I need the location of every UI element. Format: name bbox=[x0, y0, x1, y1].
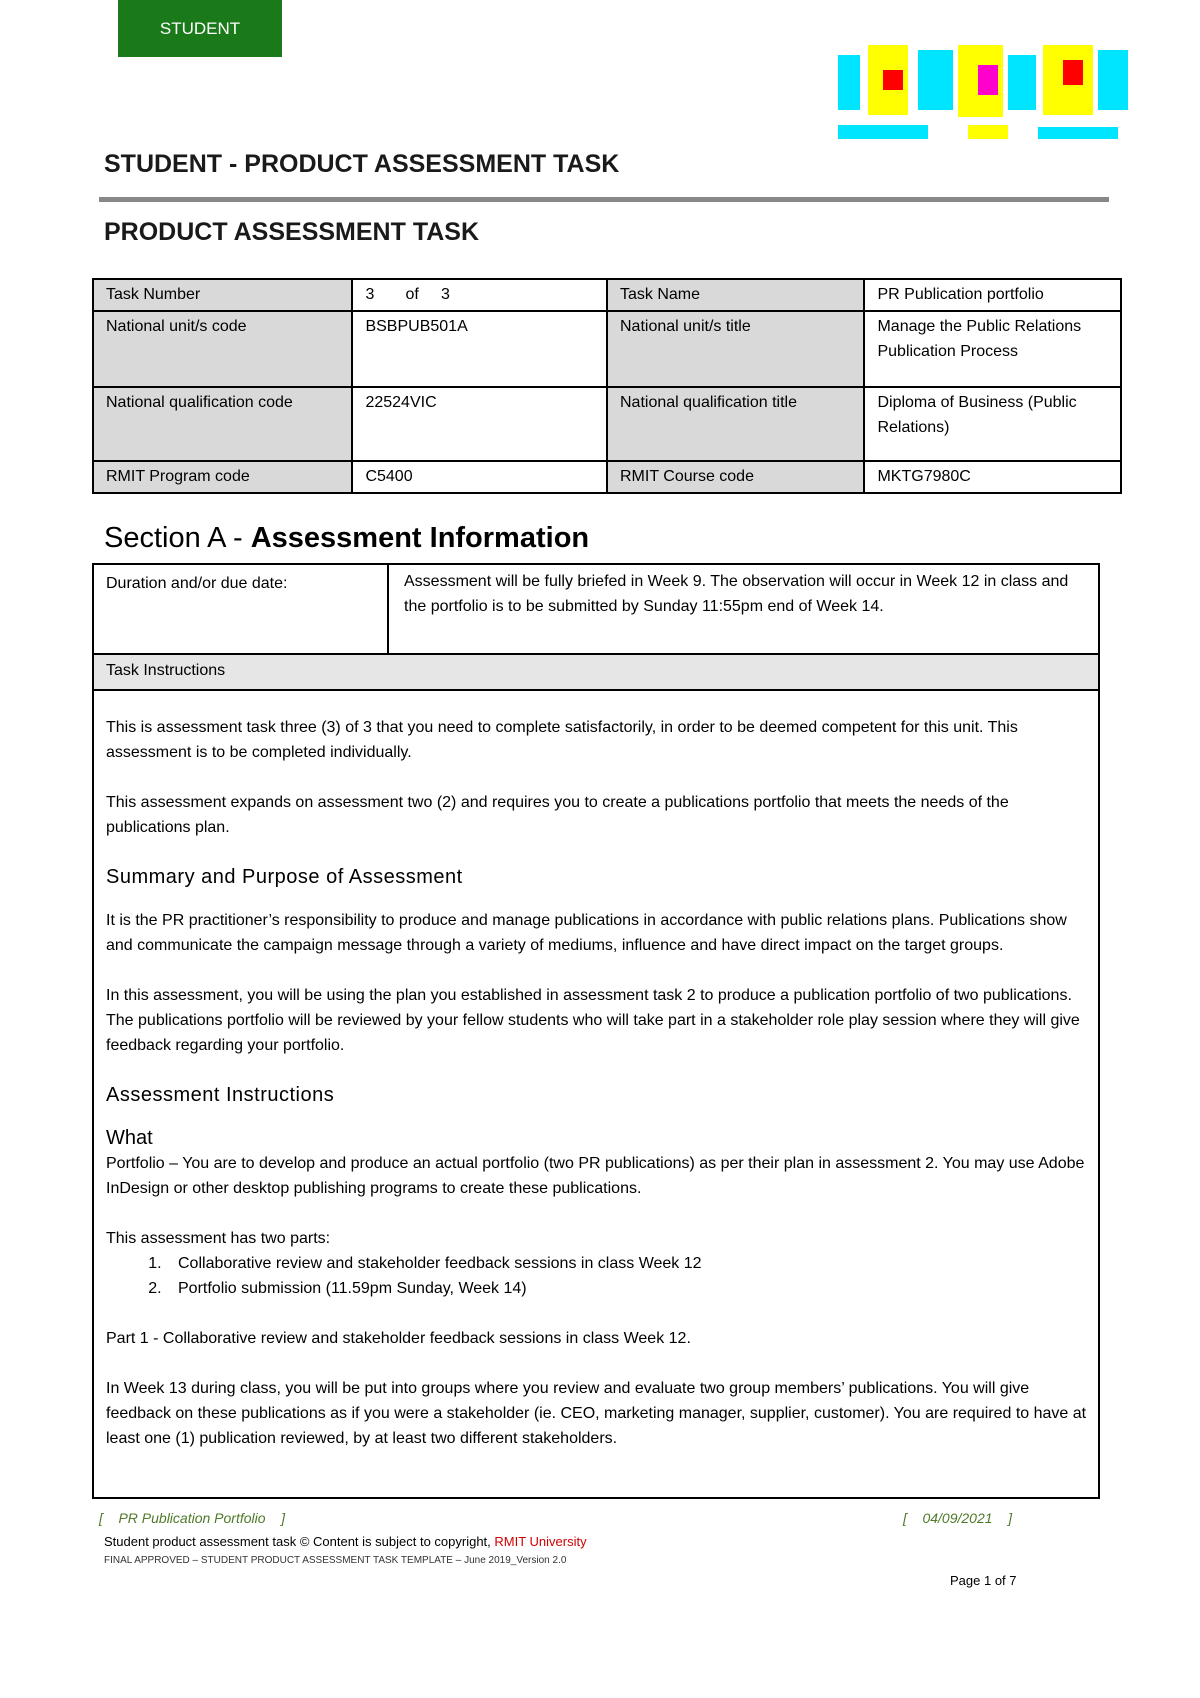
rmit-logo-icon bbox=[838, 45, 1138, 155]
table-row bbox=[93, 279, 1121, 311]
part-1-paragraph: In Week 13 during class, you will be put into groups where you review and evaluate two group members’ publications. You will give feedback on these publications as if you were a stakeholder (ie. CEO, marketing manager, supplier, customer). You are required to have at least one (1) publication reviewed, by at least two different stakeholders. bbox=[106, 1380, 1087, 1447]
parts-intro: This assessment has two parts: bbox=[106, 1230, 331, 1247]
rmit-university-text: RMIT University bbox=[494, 1534, 587, 1549]
task-details-table bbox=[92, 278, 1122, 494]
footer-copyright bbox=[104, 1534, 587, 1549]
unit-title-label: National unit/s title bbox=[607, 311, 864, 387]
document-title: STUDENT - PRODUCT ASSESSMENT TASK bbox=[104, 150, 620, 178]
assessment-info-box bbox=[92, 563, 1100, 1499]
footer-document-name: [ PR Publication Portfolio ] bbox=[99, 1510, 285, 1526]
section-title: PRODUCT ASSESSMENT TASK bbox=[104, 218, 480, 246]
table-row bbox=[93, 461, 1121, 493]
unit-code-value: BSBPUB501A bbox=[352, 311, 607, 387]
list-item: 2. Portfolio submission (11.59pm Sunday, Week 14) bbox=[166, 1276, 1091, 1301]
summary-heading: Summary and Purpose of Assessment bbox=[106, 866, 463, 888]
program-code-value: C5400 bbox=[352, 461, 607, 493]
task-name-value: PR Publication portfolio bbox=[864, 279, 1121, 311]
task-name-label: Task Name bbox=[607, 279, 864, 311]
due-date-label: Duration and/or due date: bbox=[94, 565, 389, 653]
qual-title-value: Diploma of Business (Public Relations) bbox=[864, 387, 1121, 461]
task-number-label: Task Number bbox=[93, 279, 352, 311]
task-instructions-body bbox=[106, 715, 1091, 1476]
task-instructions-header: Task Instructions bbox=[94, 653, 1098, 691]
intro-paragraph: This is assessment task three (3) of 3 that you need to complete satisfactorily, in order to be deemed competent for this unit. This assessment is to be completed individually. bbox=[106, 719, 1018, 761]
program-code-label: RMIT Program code bbox=[93, 461, 352, 493]
course-code-value: MKTG7980C bbox=[864, 461, 1121, 493]
summary-paragraph-2: In this assessment, you will be using the plan you established in assessment task 2 to produce a publication portfolio of two publications. The publications portfolio will be reviewed by your fellow students who will take part in a stakeholder role play session where they will give feedback regarding your portfolio. bbox=[106, 987, 1080, 1054]
copyright-text: Student product assessment task © Content is subject to copyright, bbox=[104, 1534, 495, 1549]
list-item: 1. Collaborative review and stakeholder feedback sessions in class Week 12 bbox=[166, 1251, 1091, 1276]
course-code-label: RMIT Course code bbox=[607, 461, 864, 493]
footer-template-version: FINAL APPROVED – STUDENT PRODUCT ASSESSMENT TASK TEMPLATE – June 2019_Version 2.0 bbox=[104, 1555, 567, 1566]
qual-code-label: National qualification code bbox=[93, 387, 352, 461]
summary-paragraph-1: It is the PR practitioner’s responsibility to produce and manage publications in accordance with public relations plans. Publications show and communicate the campaign message through a variety of mediums, influence and have direct impact on the target groups. bbox=[106, 912, 1067, 954]
expands-paragraph: This assessment expands on assessment two (2) and requires you to create a publications portfolio that meets the needs of the publications plan. bbox=[106, 794, 1009, 836]
qual-title-label: National qualification title bbox=[607, 387, 864, 461]
task-number-value: 3 of 3 bbox=[352, 279, 607, 311]
footer-date: [ 04/09/2021 ] bbox=[903, 1510, 1012, 1526]
portfolio-paragraph: Portfolio – You are to develop and produce an actual portfolio (two PR publications) as per their plan in assessment 2. You may use Adobe InDesign or other desktop publishing programs to create these publications. bbox=[106, 1155, 1085, 1197]
table-row bbox=[93, 387, 1121, 461]
student-badge: STUDENT bbox=[118, 0, 282, 57]
title-divider bbox=[99, 197, 1109, 202]
unit-title-value: Manage the Public Relations Publication Process bbox=[864, 311, 1121, 387]
qual-code-value: 22524VIC bbox=[352, 387, 607, 461]
part-1-heading: Part 1 - Collaborative review and stakeholder feedback sessions in class Week 12. bbox=[106, 1330, 691, 1347]
section-a-prefix: Section A - bbox=[104, 522, 251, 554]
parts-list bbox=[106, 1251, 1091, 1301]
instructions-heading: Assessment Instructions bbox=[106, 1084, 335, 1106]
due-date-value: Assessment will be fully briefed in Week 9. The observation will occur in Week 12 in class and the portfolio is to be submitted by Sunday 11:55pm end of Week 14. bbox=[404, 573, 1069, 615]
table-row bbox=[93, 311, 1121, 387]
page-number: Page 1 of 7 bbox=[950, 1573, 1017, 1588]
what-heading: What bbox=[106, 1127, 153, 1149]
section-a-title: Assessment Information bbox=[250, 522, 590, 554]
unit-code-label: National unit/s code bbox=[93, 311, 352, 387]
section-a-heading bbox=[104, 522, 589, 555]
